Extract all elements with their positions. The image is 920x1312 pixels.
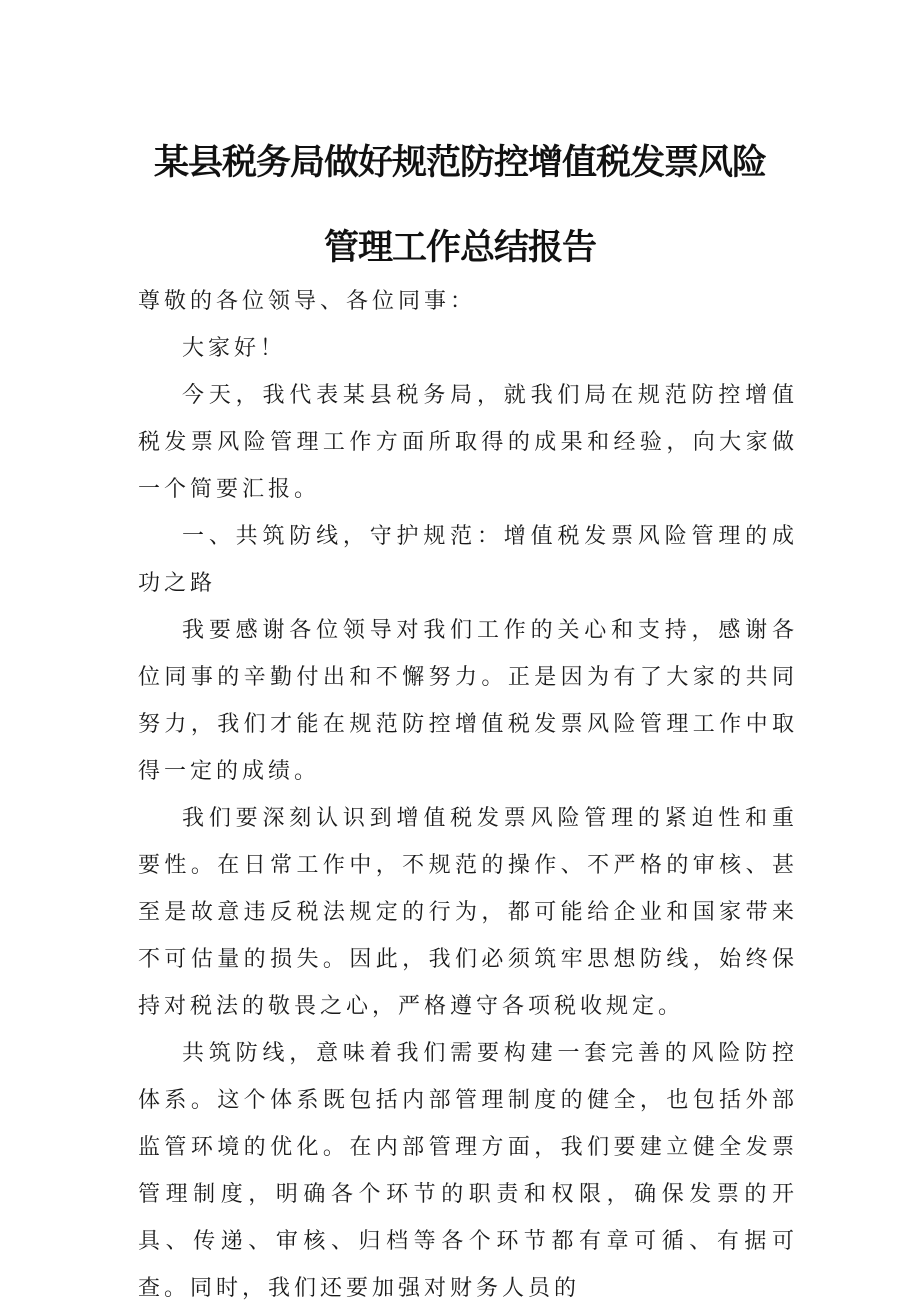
paragraph-defense: 共筑防线，意味着我们需要构建一套完善的风险防控体系。这个体系既包括内部管理制度的健全，也包括外部监管环境的优化。在内部管理方面，我们要建立健全发票管理制度，明确各个环节的职责和权限，确保发票的开具、传递、审核、归档等各个环节都有章可循、有据可查。同时，我们还要加强对财务人员的 — [138, 1041, 798, 1301]
document-title-line-1: 某县税务局做好规范防控增值税发票风险 — [153, 143, 766, 183]
salutation: 尊敬的各位领导、各位同事： — [138, 289, 477, 314]
paragraph-intro: 今天，我代表某县税务局，就我们局在规范防控增值税发票风险管理工作方面所取得的成果和经验，向大家做一个简要汇报。 — [138, 383, 798, 502]
greeting: 大家好！ — [182, 336, 287, 361]
paragraph-importance: 我们要深刻认识到增值税发票风险管理的紧迫性和重要性。在日常工作中，不规范的操作、不严格的审核、甚至是故意违反税法规定的行为，都可能给企业和国家带来不可估量的损失。因此，我们必须筑牢思想防线，始终保持对税法的敬畏之心，严格遵守各项税收规定。 — [138, 806, 798, 1019]
section-heading-1: 一、共筑防线，守护规范：增值税发票风险管理的成功之路 — [138, 524, 798, 596]
paragraph-thanks: 我要感谢各位领导对我们工作的关心和支持，感谢各位同事的辛勤付出和不懈努力。正是因为有了大家的共同努力，我们才能在规范防控增值税发票风险管理工作中取得一定的成绩。 — [138, 618, 798, 784]
document-title-line-2: 管理工作总结报告 — [323, 228, 596, 268]
document-body — [138, 278, 798, 1312]
